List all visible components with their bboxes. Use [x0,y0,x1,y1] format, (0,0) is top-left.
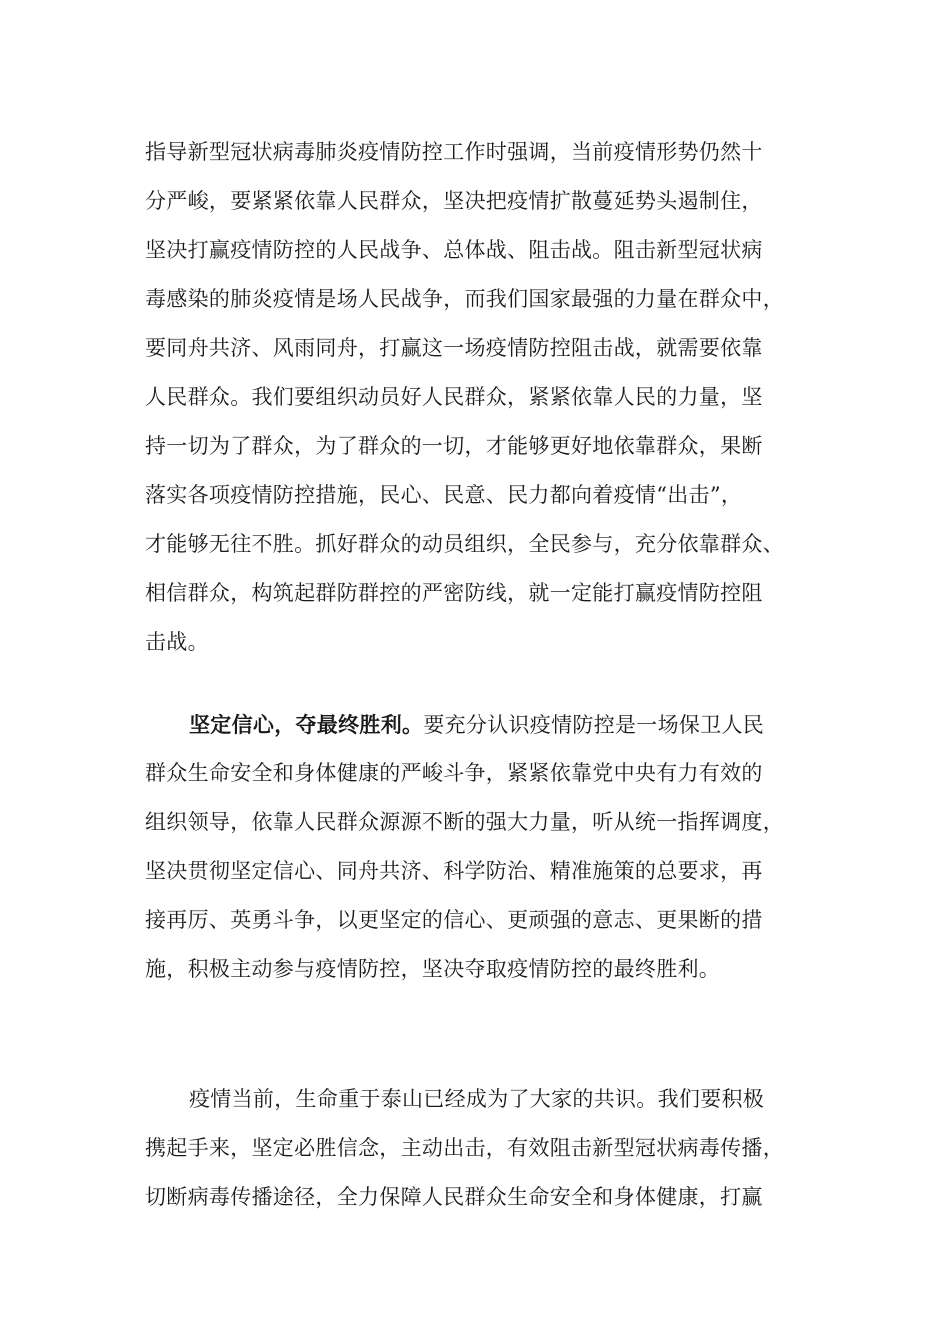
text-line: 人民群众。我们要组织动员好人民群众，紧紧依靠人民的力量，坚 [145,385,763,409]
text-line-first [145,700,825,749]
paragraph-3 [145,1075,825,1222]
text-line: 切断病毒传播途径，全力保障人民群众生命安全和身体健康，打赢 [145,1185,763,1209]
text-line: 击战。 [145,630,209,654]
text-line: 接再厉、英勇斗争，以更坚定的信心、更顽强的意志、更果断的措 [145,908,763,932]
text-run: 要充分认识疫情防控是一场保卫人民 [423,713,765,737]
text-line: 施，积极主动参与疫情防控，坚决夺取疫情防控的最终胜利。 [145,957,721,981]
paragraph-2 [145,700,825,994]
text-line: 要同舟共济、风雨同舟，打赢这一场疫情防控阻击战，就需要依靠 [145,336,763,360]
text-line: 相信群众，构筑起群防群控的严密防线，就一定能打赢疫情防控阻 [145,581,763,605]
text-line: 指导新型冠状病毒肺炎疫情防控工作时强调，当前疫情形势仍然十 [145,140,763,164]
text-line: 组织领导，依靠人民群众源源不断的强大力量，听从统一指挥调度， [145,810,784,834]
text-line: 才能够无往不胜。抓好群众的动员组织，全民参与，充分依靠群众、 [145,532,784,556]
paragraph-1 [145,128,825,667]
text-line: 分严峻，要紧紧依靠人民群众，坚决把疫情扩散蔓延势头遏制住， [145,189,763,213]
text-line: 坚决打赢疫情防控的人民战争、总体战、阻击战。阻击新型冠状病 [145,238,763,262]
text-line: 坚决贯彻坚定信心、同舟共济、科学防治、精准施策的总要求，再 [145,859,763,883]
text-line: 毒感染的肺炎疫情是场人民战争，而我们国家最强的力量在群众中， [145,287,784,311]
text-line-first: 疫情当前，生命重于泰山已经成为了大家的共识。我们要积极 [189,1087,765,1111]
text-line: 落实各项疫情防控措施，民心、民意、民力都向着疫情“出击”， [145,483,743,507]
text-line: 持一切为了群众，为了群众的一切，才能够更好地依靠群众，果断 [145,434,763,458]
text-line: 携起手来，坚定必胜信念，主动出击，有效阻击新型冠状病毒传播， [145,1136,784,1160]
paragraph-heading: 坚定信心，夺最终胜利。 [189,712,424,737]
text-line: 群众生命安全和身体健康的严峻斗争，紧紧依靠党中央有力有效的 [145,761,763,785]
